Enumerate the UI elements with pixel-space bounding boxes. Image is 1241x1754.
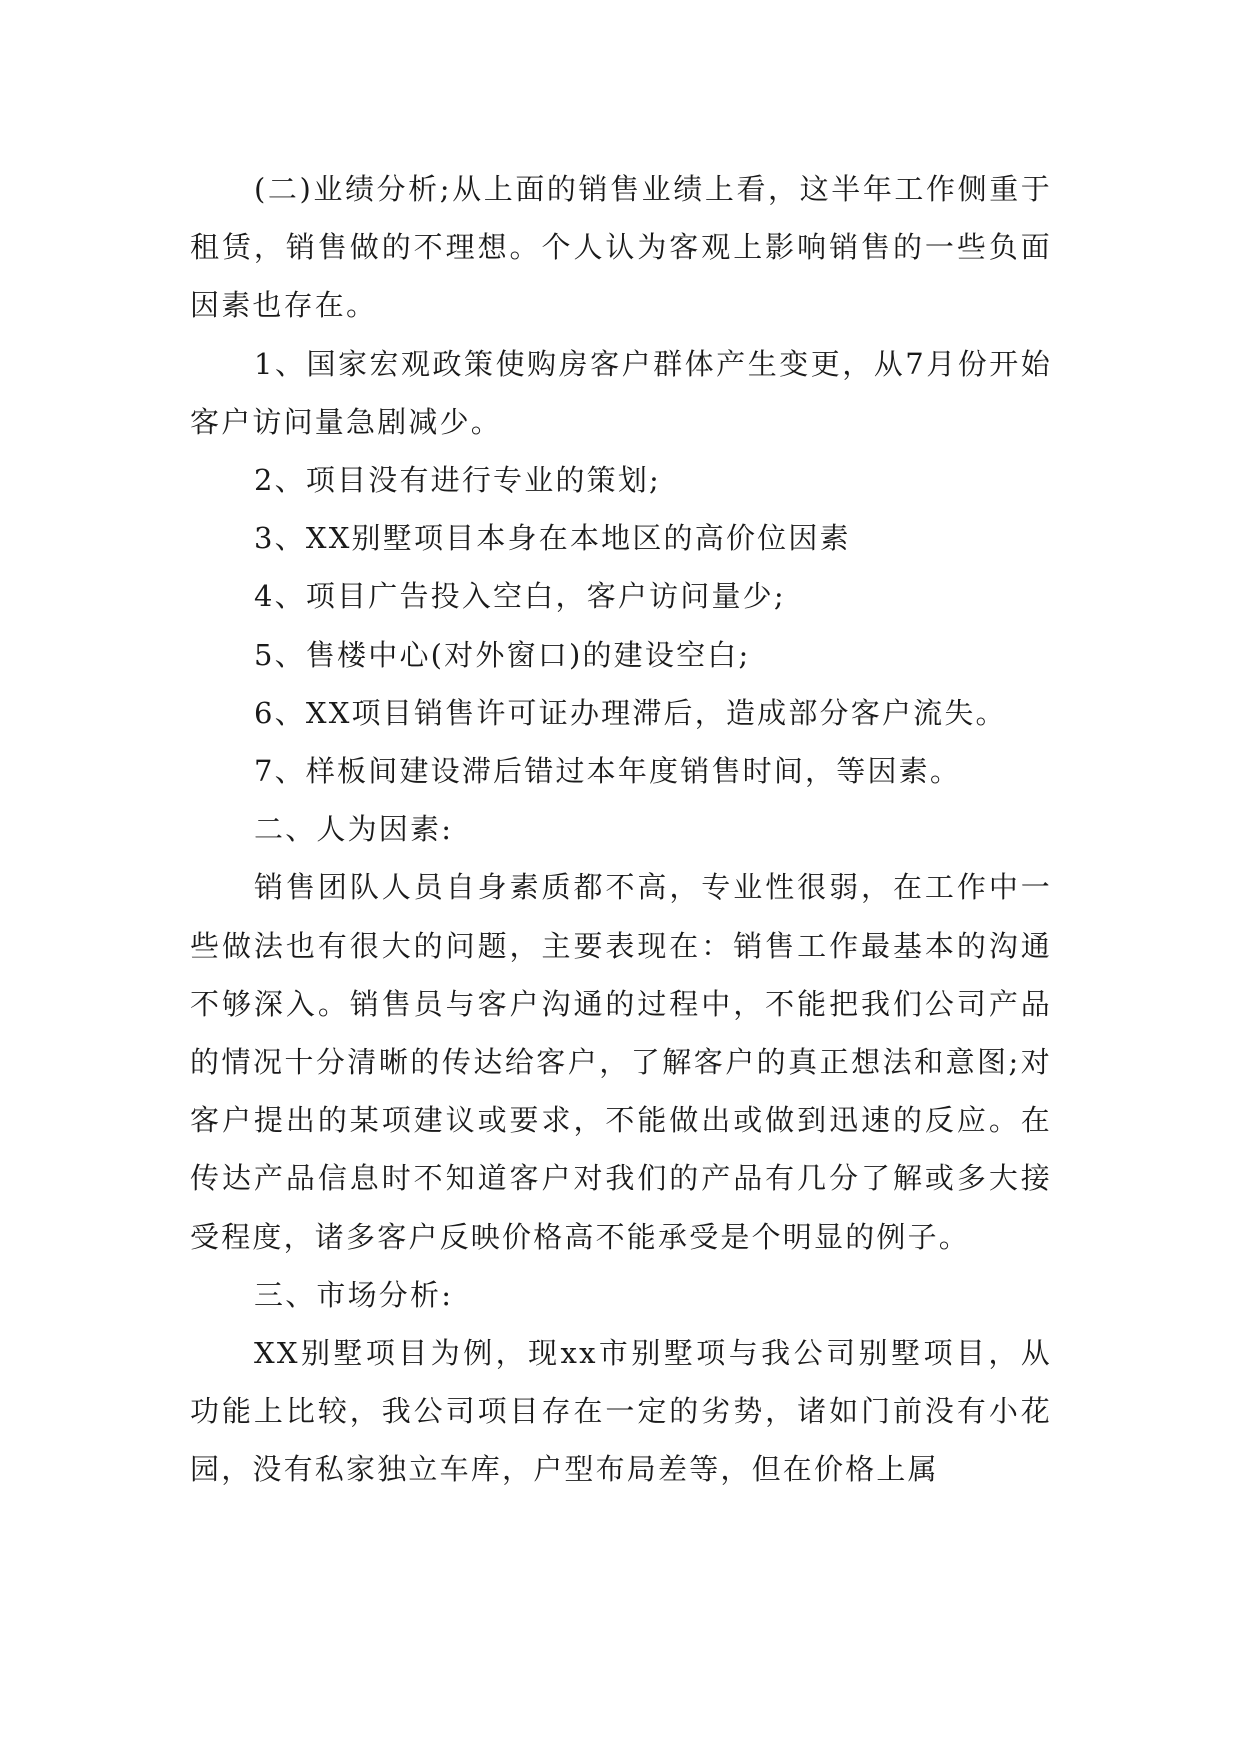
list-item-2: 2、项目没有进行专业的策划; (254, 463, 662, 498)
paragraph-market-analysis: XX别墅项目为例，现xx市别墅项与我公司别墅项目，从功能上比较，我公司项目存在一定的劣势，诸如门前没有小花园，没有私家独立车库，户型布局差等，但在价格上属 (190, 1336, 1052, 1487)
section-heading-human-factors: 二、人为因素: (254, 812, 454, 847)
list-item-4: 4、项目广告投入空白，客户访问量少; (254, 579, 786, 614)
paragraph-human-factors: 销售团队人员自身素质都不高，专业性很弱，在工作中一些做法也有很大的问题，主要表现在：销售工作最基本的沟通不够深入。销售员与客户沟通的过程中，不能把我们公司产品的情况十分清晰的传达给客户，了解客户的真正想法和意图;对客户提出的某项建议或要求，不能做出或做到迅速的反应。在传达产品信息时不知道客户对我们的产品有几分了解或多大接受程度，诸多客户反映价格高不能承受是个明显的例子。 (190, 870, 1052, 1254)
paragraph-performance-analysis: (二)业绩分析;从上面的销售业绩上看，这半年工作侧重于租赁，销售做的不理想。个人认为客观上影响销售的一些负面因素也存在。 (190, 172, 1052, 323)
list-item-1: 1、国家宏观政策使购房客户群体产生变更，从7月份开始客户访问量急剧减少。 (190, 346, 1052, 439)
section-heading-market-analysis: 三、市场分析: (254, 1277, 454, 1312)
list-item-5: 5、售楼中心(对外窗口)的建设空白; (254, 637, 751, 672)
document-body (190, 160, 1052, 1499)
list-item-6: 6、XX项目销售许可证办理滞后，造成部分客户流失。 (254, 695, 1007, 730)
list-item-7: 7、样板间建设滞后错过本年度销售时间，等因素。 (254, 754, 962, 789)
list-item-3: 3、XX别墅项目本身在本地区的高价位因素 (254, 521, 851, 556)
